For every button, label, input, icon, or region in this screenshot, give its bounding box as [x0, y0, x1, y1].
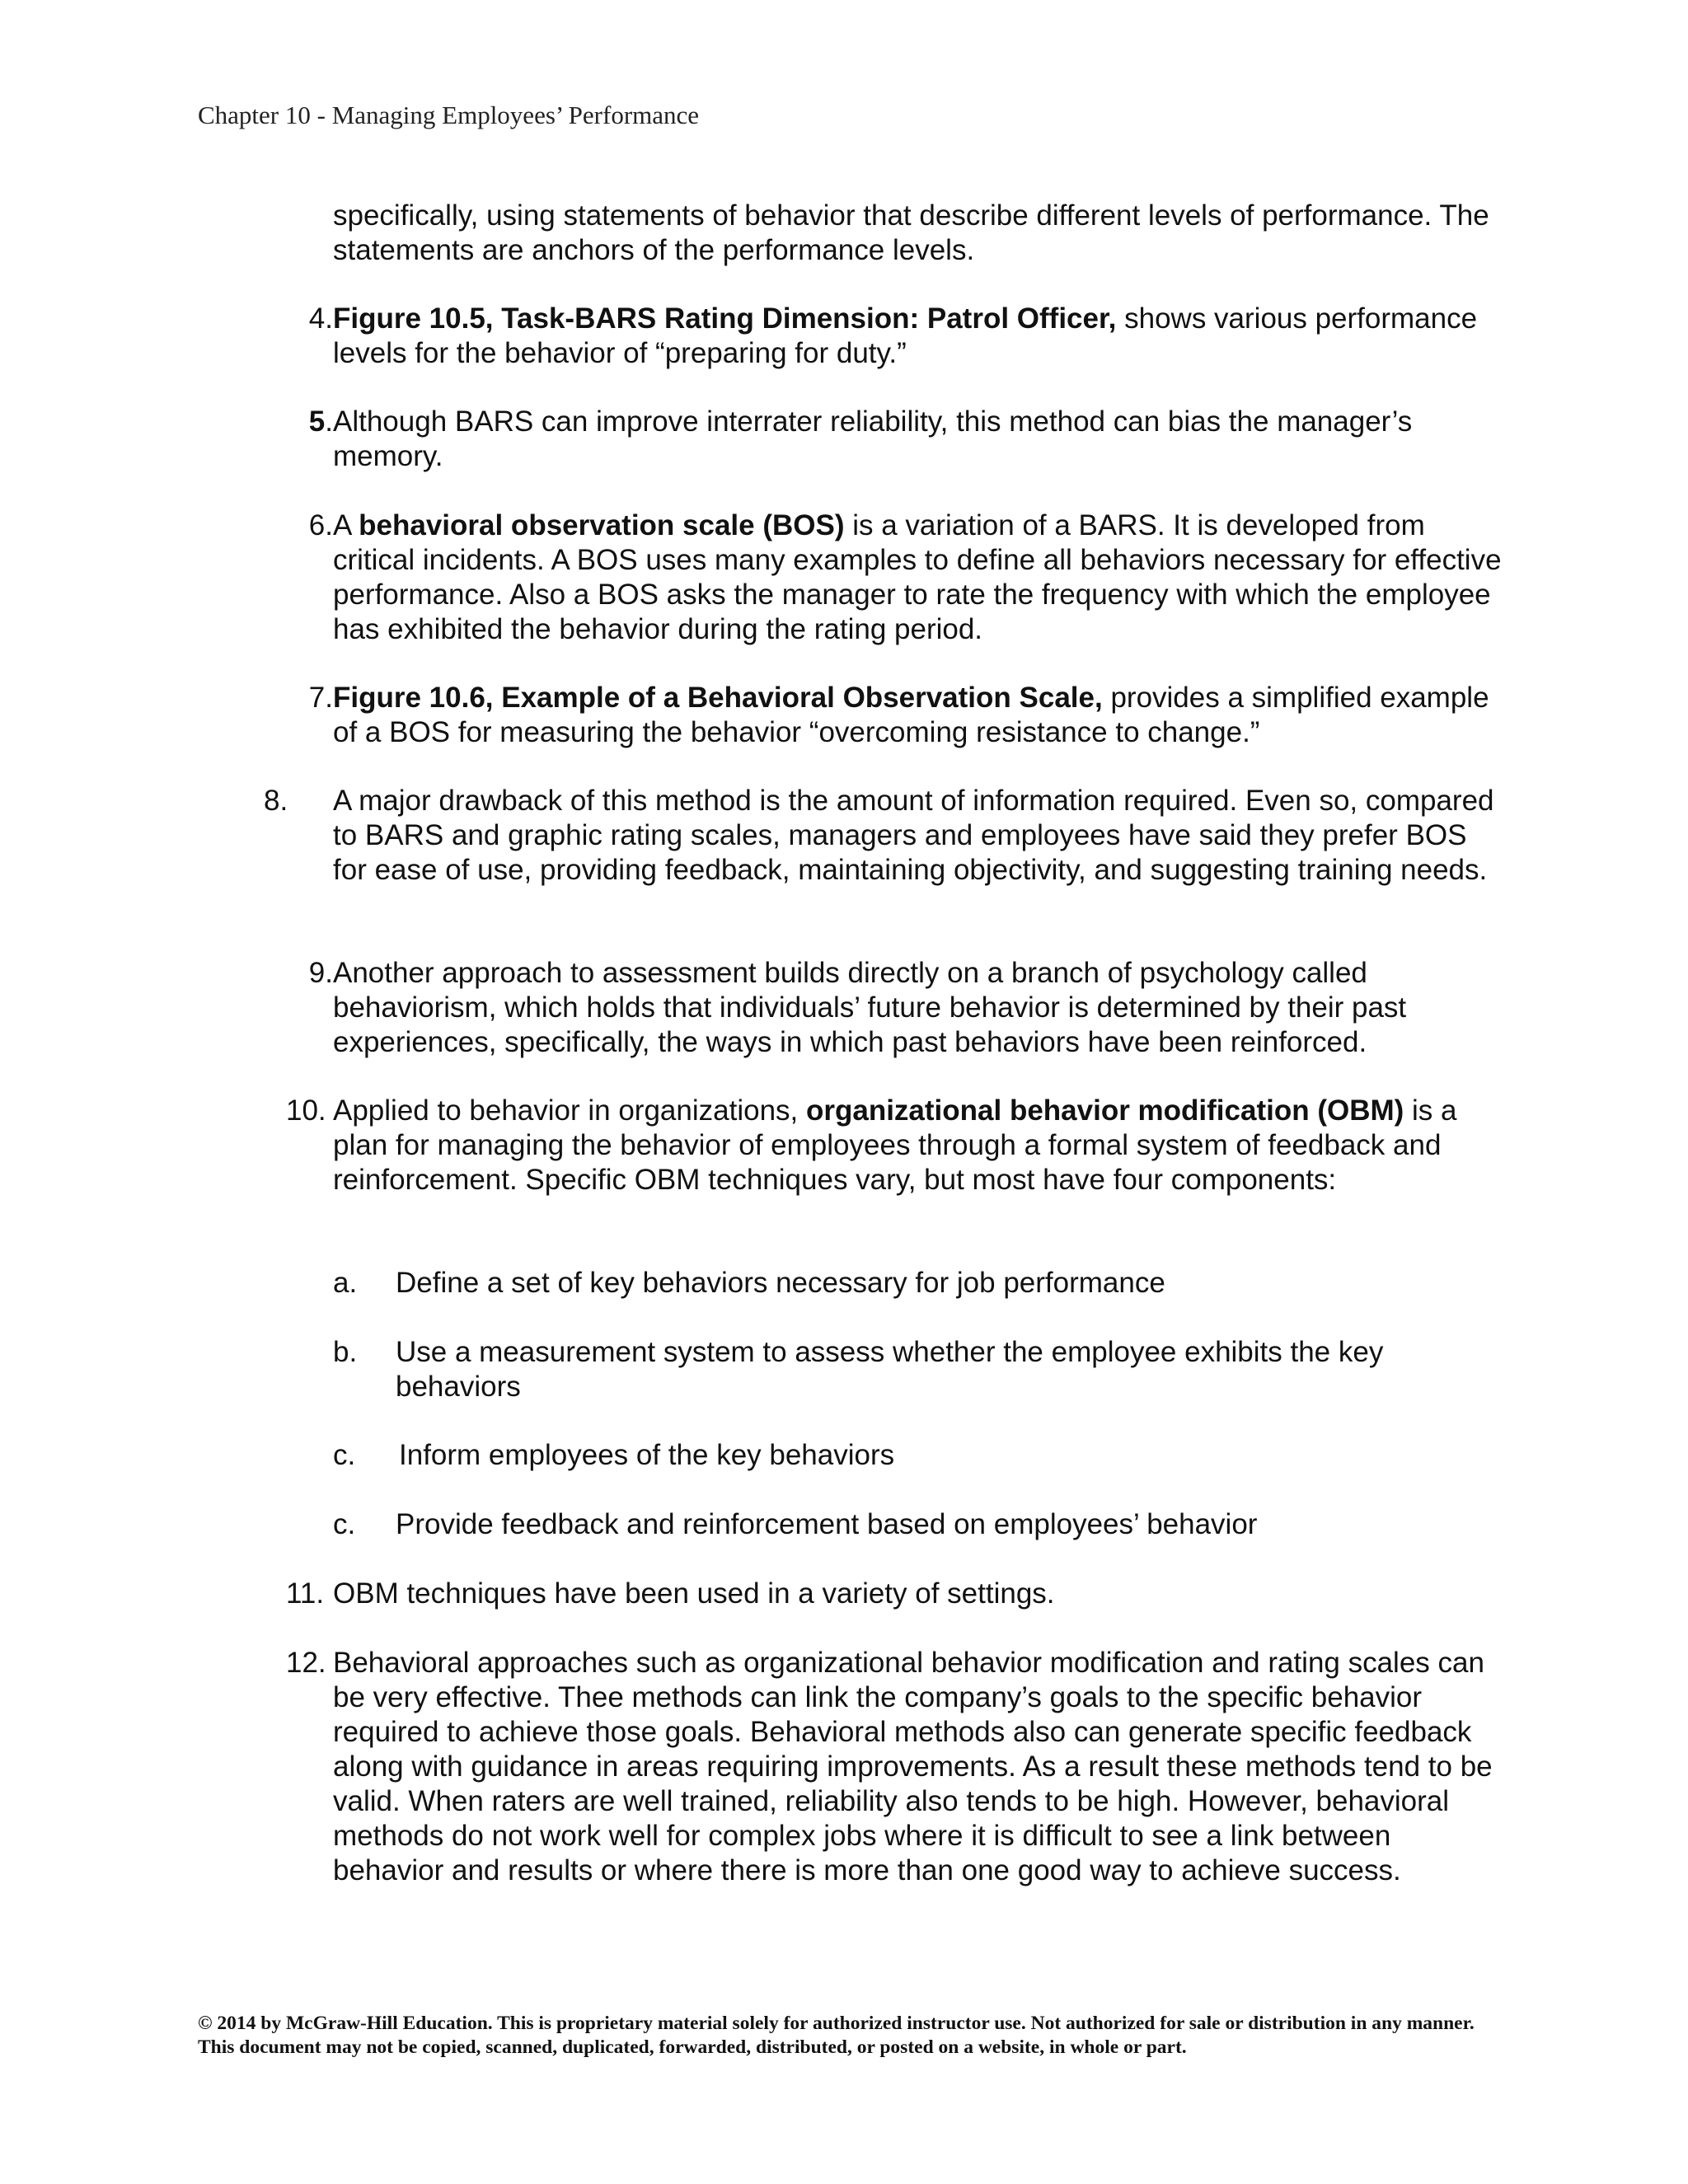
figure-reference: Figure 10.5, Task-BARS Rating Dimension: Patrol Officer, [333, 302, 1117, 335]
sub-item-label: c. [333, 1439, 356, 1471]
list-item-text: is a plan for managing the behavior of employees through a formal system of feedback and reinforcement. Specific OBM techniques vary, but most have four components: [333, 1094, 1457, 1196]
document-page: Chapter 10 - Managing Employees’ Performance specifically, using statements of behavior that describe different levels of performance. The statements are anchors of the performance levels. 4. Figure 10.5, Task-BARS Rating Dimension: Patrol Officer, shows various performance levels for the behavior of “preparing for duty.” 5. Although BARS can improve interrater reliability, this method can bias the manager’s memory. 6. A behavioral observation scale (BOS) is a variation of a BARS. It is developed from critical incidents. A BOS uses many examples to define all behaviors necessary for effective performance. Also a BOS asks the manager to rate the frequency with which the employee has exhibited the behavior during the rating period. 7. Figure 10.6, Example of a Behavioral Observation Scale, provides a simplified example of a BOS for measuring the behavior “overcoming resistance to change.” 8. A major drawback of this method is the amount of information required. Even so, compared to BARS and graphic rating scales, managers and employees have said they prefer BOS for ease of use, providing feedback, maintaining objectivity, and suggesting training needs. 9. Another approach to assessment builds directly on a branch of psychology called behaviorism, which holds that individuals’ future behavior is determined by their past experiences, specifically, the ways in which past behaviors have been reinforced. 10. Applied to behavior in organizations, organizational behavior modification (OBM) is a plan for managing the behavior of employees through a formal system of feedback and reinforcement. Specific OBM techniques vary, but most have four components: a. Define a set of key behaviors necessary for job performance b. Use a measurement system to assess whether the employee exhibits the key behaviors c. Inform employees of the key behaviors c. Provide feedback and reinforcement based on employees’ behavior 11. OBM techniques have been used in a variety of settings. 12. Behavioral approaches such as organizational behavior modification and rating scales can be very effective. Thee methods can link the company’s goals to the specific behavior required to achieve those goals. Behavioral methods also can generate specific feedback along with guidance in areas requiring improvements. As a result these methods tend to be valid. When raters are well trained, reliability also tends to be high. However, behavioral methods do not work well for complex jobs where it is difficult to see a link between behavior and results or where there is more than one good way to achieve success. © 2014 by McGraw-Hill Education. This is proprietary material solely for authorized instructor use. Not authorized for sale or distribution in any manner. This document may not be copied, scanned, duplicated, forwarded, distributed, or posted on a website, in whole or part. [0, 0, 1688, 2184]
list-number: 8. [264, 785, 288, 817]
sub-item-label: b. [333, 1336, 358, 1368]
list-item-text: shows various performance levels for the behavior of “preparing for duty.” [333, 302, 1478, 369]
key-term: organizational behavior modification (OBM) [805, 1094, 1404, 1127]
copyright-footer: © 2014 by McGraw-Hill Education. This is proprietary material solely for authorized instructor use. Not authorized for sale or distribution in any manner. This document may not be copied, scanned, duplicated, forwarded, distributed, or posted on a website, in whole or part. [198, 2013, 1475, 2058]
list-item-text: OBM techniques have been used in a variety of settings. [333, 1577, 1055, 1610]
list-number: 4. [308, 302, 333, 335]
key-term: behavioral observation scale (BOS) [359, 509, 845, 541]
list-item-text: is a variation of a BARS. It is developed from critical incidents. A BOS uses many examples to define all behaviors necessary for effective performance. Also a BOS asks the manager to rate the frequency with which the employee has exhibited the behavior during the rating period. [333, 509, 1502, 645]
sub-item-label: c. [333, 1508, 356, 1540]
list-number: 9. [308, 957, 333, 989]
list-item-text: provides a simplified example of a BOS for measuring the behavior “overcoming resistance to change.” [333, 682, 1489, 748]
list-number: 6. [308, 509, 333, 541]
list-number: 7. [308, 682, 333, 714]
page-header: Chapter 10 - Managing Employees’ Performance [198, 101, 700, 129]
list-number: 11. [286, 1577, 325, 1610]
sub-item-text: Use a measurement system to assess whether the employee exhibits the key behaviors [396, 1336, 1384, 1403]
list-item-text: Behavioral approaches such as organizational behavior modification and rating scales can be very effective. Thee methods can link the company’s goals to the specific behavior required to achieve those goals. Behavioral methods also can generate specific feedback along with guidance in areas requiring improvements. As a result these methods tend to be valid. When raters are well trained, reliability also tends to be high. However, behavioral methods do not work well for complex jobs where it is difficult to see a link between behavior and results or where there is more than one good way to achieve success. [333, 1647, 1493, 1886]
sub-item-text: Define a set of key behaviors necessary for job performance [396, 1267, 1165, 1299]
sub-item-label: a. [333, 1267, 358, 1299]
list-item-text: Although BARS can improve interrater reliability, this method can bias the manager’s memory. [333, 405, 1413, 472]
sub-item-text: Provide feedback and reinforcement based on employees’ behavior [396, 1508, 1258, 1540]
sub-item-text: Inform employees of the key behaviors [399, 1439, 895, 1471]
list-item-text: A major drawback of this method is the amount of information required. Even so, compared to BARS and graphic rating scales, managers and employees have said they prefer BOS for ease of use, providing feedback, maintaining objectivity, and suggesting training needs. [333, 785, 1494, 886]
list-item-text: Another approach to assessment builds directly on a branch of psychology called behaviorism, which holds that individuals’ future behavior is determined by their past experiences, specifically, the ways in which past behaviors have been reinforced. [333, 957, 1407, 1058]
figure-reference: Figure 10.6, Example of a Behavioral Observation Scale, [333, 682, 1103, 714]
list-number: 5 [308, 405, 326, 438]
continuation-paragraph: specifically, using statements of behavior that describe different levels of performance. The statements are anchors of the performance levels. [333, 199, 1489, 266]
list-number: 12. [286, 1647, 326, 1679]
list-number: 10. [286, 1094, 326, 1127]
